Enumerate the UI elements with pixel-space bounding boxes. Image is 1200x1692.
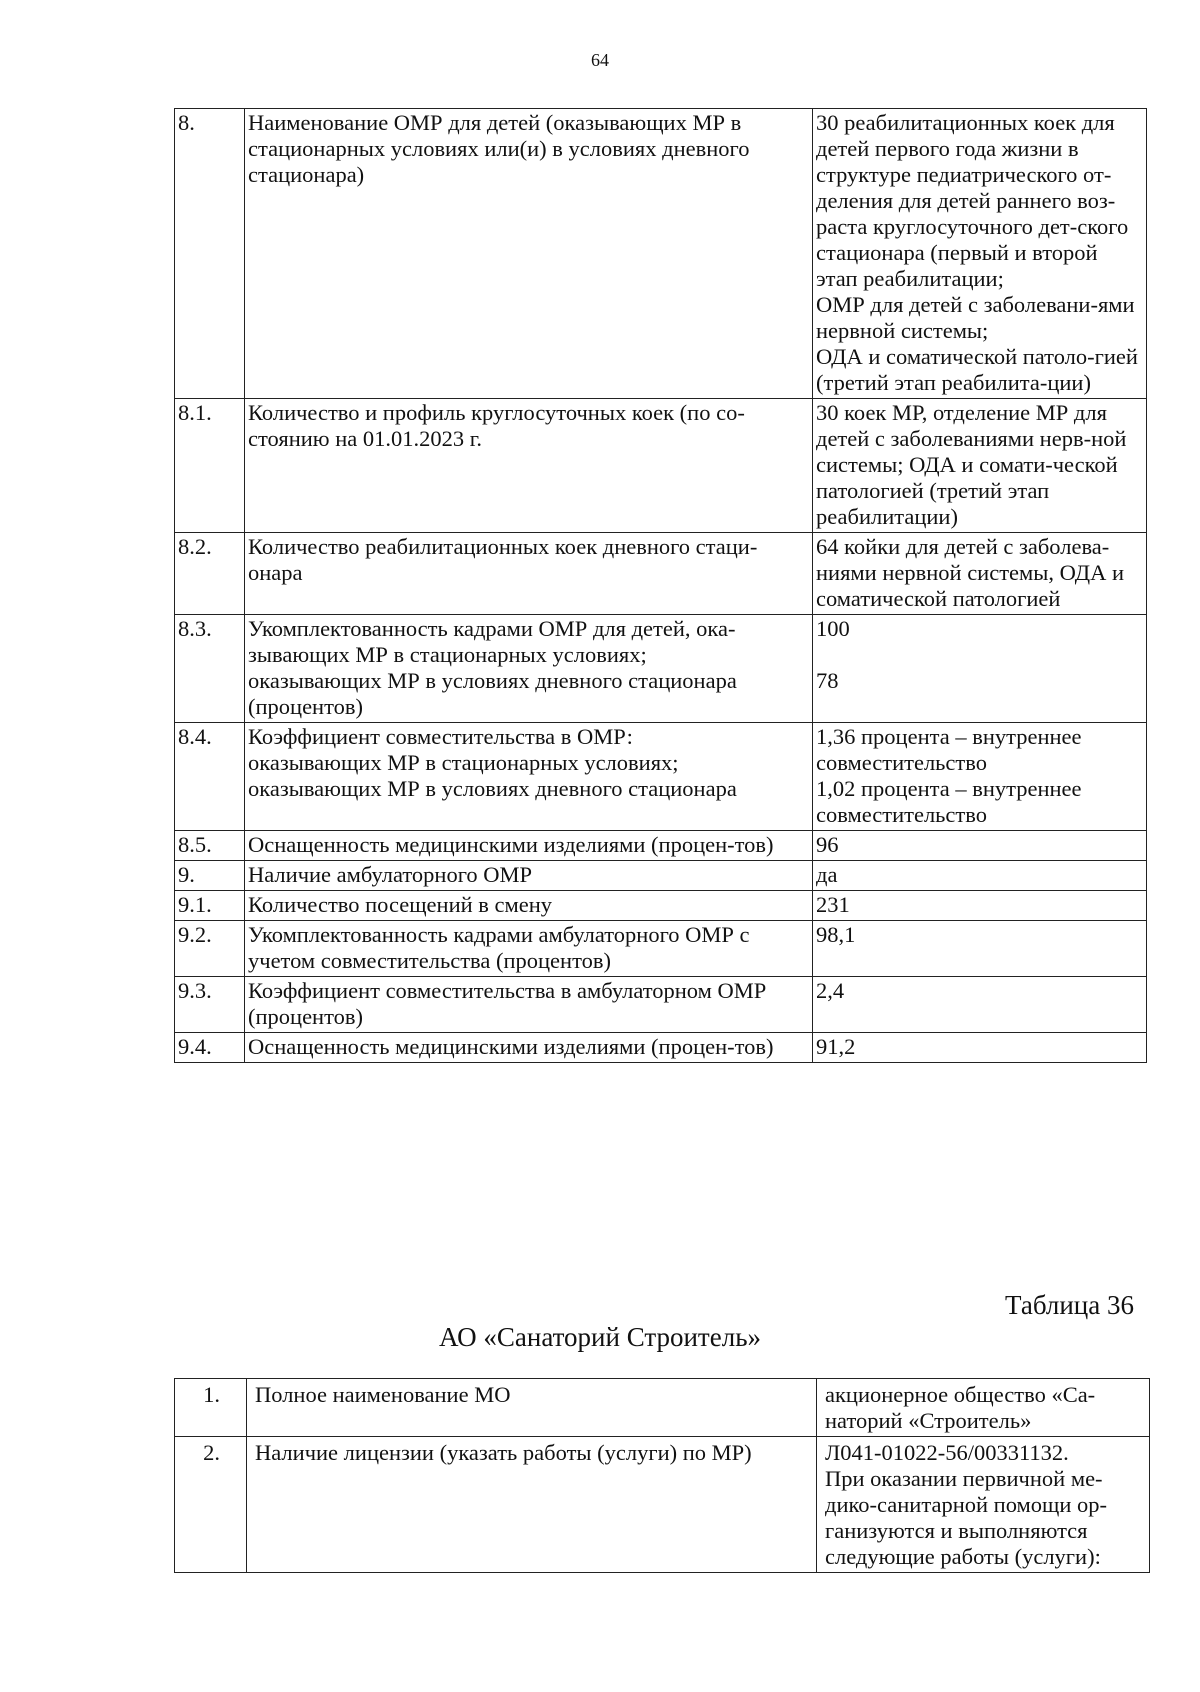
row-label-text: оказывающих МР в стационарных условиях;: [248, 750, 679, 775]
row-number: 8.1.: [175, 399, 245, 533]
table-row: [175, 723, 1147, 831]
row-value: [813, 533, 1147, 615]
row-label: [245, 615, 813, 723]
row-number: 8.: [175, 109, 245, 399]
row-value-text: 96: [816, 832, 839, 857]
row-label-text: Оснащенность медицинскими изделиями (процен-тов): [248, 1034, 774, 1059]
row-value-text: 2,4: [816, 978, 845, 1003]
row-number: 8.4.: [175, 723, 245, 831]
table-row: [175, 1033, 1147, 1063]
row-number: 2.: [175, 1437, 247, 1573]
row-value-text: 1,02 процента – внутреннее совместительство: [816, 776, 1082, 827]
row-label: [245, 399, 813, 533]
row-value: [813, 1033, 1147, 1063]
row-value: [813, 921, 1147, 977]
row-label-text: Наличие амбулаторного ОМР: [248, 862, 533, 887]
row-number: 9.: [175, 861, 245, 891]
row-value: [813, 831, 1147, 861]
row-number: 1.: [175, 1379, 247, 1437]
row-value: [813, 399, 1147, 533]
row-label-text: Коэффициент совместительства в ОМР:: [248, 724, 633, 749]
row-label-text: Укомплектованность кадрами амбулаторного ОМР с учетом совместительства (процентов): [248, 922, 750, 973]
table-row: [175, 399, 1147, 533]
row-label: [247, 1437, 817, 1573]
row-value: [813, 891, 1147, 921]
row-label-text: оказывающих МР в условиях дневного стационара: [248, 776, 737, 801]
sanatorium-table-body: [175, 1379, 1150, 1573]
row-label-text: Полное наименование МО: [255, 1382, 511, 1407]
row-value-text: 100: [816, 616, 850, 641]
row-value-text: 30 коек МР, отделение МР для детей с заболеваниями нерв-ной системы; ОДА и сомати-ческой патологией (третий этап реабилитации): [816, 400, 1127, 529]
parameters-table-body: [175, 109, 1147, 1063]
row-value: [813, 723, 1147, 831]
row-number: 8.2.: [175, 533, 245, 615]
row-value: [813, 861, 1147, 891]
row-value-text: 91,2: [816, 1034, 856, 1059]
row-number: 8.5.: [175, 831, 245, 861]
row-label: [245, 831, 813, 861]
row-label-text: Коэффициент совместительства в амбулаторном ОМР (процентов): [248, 978, 767, 1029]
row-label: [245, 1033, 813, 1063]
row-value-text: 1,36 процента – внутреннее совместительство: [816, 724, 1082, 775]
row-label-text: Количество реабилитационных коек дневного стаци-онара: [248, 534, 758, 585]
table-title: АО «Санаторий Строитель»: [438, 1322, 762, 1352]
row-value-text: 98,1: [816, 922, 856, 947]
row-number: 9.2.: [175, 921, 245, 977]
row-label-text: оказывающих МР в условиях дневного стационара (процентов): [248, 668, 737, 719]
row-number: 9.4.: [175, 1033, 245, 1063]
row-value: [813, 615, 1147, 723]
page-number: 64: [591, 50, 609, 70]
row-value-text: да: [816, 862, 838, 887]
table-row: [175, 533, 1147, 615]
table-number-label: Таблица 36: [1005, 1290, 1134, 1320]
row-value: [813, 109, 1147, 399]
row-number: 8.3.: [175, 615, 245, 723]
table-row: [175, 921, 1147, 977]
row-label: [245, 109, 813, 399]
row-label: [247, 1379, 817, 1437]
row-label-text: Количество и профиль круглосуточных коек (по со-стоянию на 01.01.2023 г.: [248, 400, 745, 451]
parameters-table-continued: [174, 108, 1147, 1063]
row-label: [245, 723, 813, 831]
row-value-text: ОМР для детей с заболевани-ями нервной системы;: [816, 292, 1135, 343]
row-value-text: При оказании первичной ме-дико-санитарной помощи ор-ганизуются и выполняются следующие работы (услуги):: [825, 1466, 1107, 1569]
row-label-text: Оснащенность медицинскими изделиями (процен-тов): [248, 832, 774, 857]
row-value: [813, 977, 1147, 1033]
row-label-text: Укомплектованность кадрами ОМР для детей, ока-зывающих МР в стационарных условиях;: [248, 616, 736, 667]
row-label: [245, 861, 813, 891]
row-value-text: 78: [816, 668, 839, 693]
table-row: [175, 109, 1147, 399]
table-row: [175, 977, 1147, 1033]
row-label: [245, 977, 813, 1033]
row-value-text: 231: [816, 892, 850, 917]
table-row: [175, 1437, 1150, 1573]
row-value: [817, 1437, 1150, 1573]
row-label-text: Наименование ОМР для детей (оказывающих МР в стационарных условиях или(и) в условиях дневного стационара): [248, 110, 750, 187]
table-row: [175, 861, 1147, 891]
row-value: [817, 1379, 1150, 1437]
row-label: [245, 533, 813, 615]
row-label-text: Количество посещений в смену: [248, 892, 553, 917]
row-value-text: [816, 642, 1143, 668]
row-number: 9.1.: [175, 891, 245, 921]
sanatorium-table: [174, 1378, 1150, 1573]
row-label-text: Наличие лицензии (указать работы (услуги) по МР): [255, 1440, 752, 1465]
row-label: [245, 891, 813, 921]
row-value-text: акционерное общество «Са-наторий «Строитель»: [825, 1382, 1096, 1433]
row-number: 9.3.: [175, 977, 245, 1033]
row-label: [245, 921, 813, 977]
row-value-text: 64 койки для детей с заболева-ниями нервной системы, ОДА и соматической патологией: [816, 534, 1125, 611]
table-row: [175, 891, 1147, 921]
row-value-text: Л041-01022-56/00331132.: [825, 1440, 1069, 1465]
table-row: [175, 615, 1147, 723]
row-value-text: ОДА и соматической патоло-гией (третий этап реабилита-ции): [816, 344, 1138, 395]
row-value-text: 30 реабилитационных коек для детей первого года жизни в структуре педиатрического от-деления для детей раннего воз-раста круглосуточного дет-ского стационара (первый и второй этап реабилитации;: [816, 110, 1129, 291]
table-row: [175, 1379, 1150, 1437]
table-row: [175, 831, 1147, 861]
